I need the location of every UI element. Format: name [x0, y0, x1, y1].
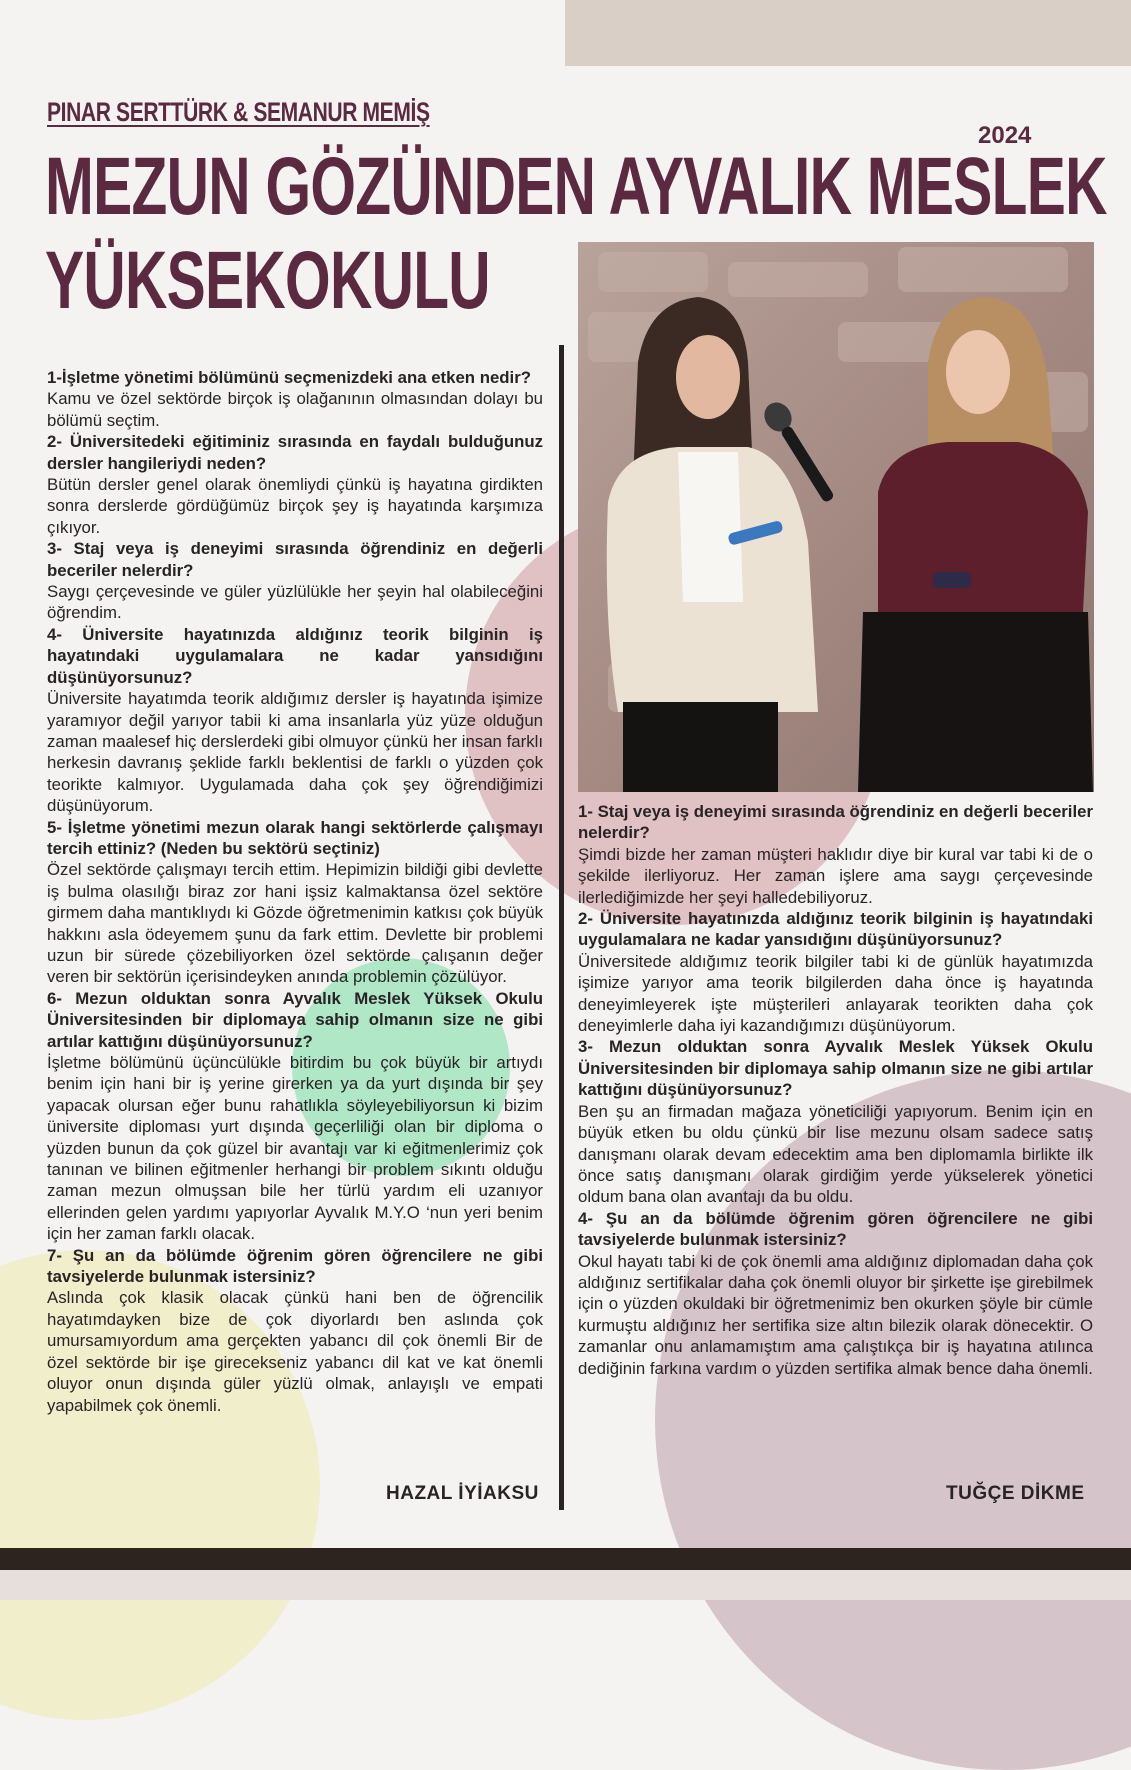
- question: 3- Staj veya iş deneyimi sırasında öğrendiniz en değerli beceriler nelerdir?: [47, 539, 543, 580]
- answer: İşletme bölümünü üçüncülükle bitirdim bu çok büyük bir artıydı benim için hani bir iş yerine girerken ya da yurt dışında bir şey yapacak olursan eğer bunu rahatlıkla söyleyebiliyorsun ki bizim üniversite diploması yurt dışında geçerliliği olan bir diploma o yüzden bunun da çok güzel bir avantajı var ki eğitmenlerimiz çok tanınan ve bilinen eğitmenler herhangi bir problem sıkıntı olduğu zaman mezun olmuşsan bile her türlü yardım eli uzanıyor ellerinden gelen yardımı yapıyorlar Ayvalık M.Y.O ‘nun yeri benim için her zaman farklı olacak.: [47, 1053, 543, 1244]
- answer: Ben şu an firmadan mağaza yöneticiliği yapıyorum. Benim için en büyük etken bu oldu çünkü bir lise mezunu olsam sadece satış danışmanı olarak devam edecektim ama ben diplomamla birlikte ilk önce satış danışmanı olarak girdiğim yerde yükselerek yönetici oldum bana olan avantajı da bu oldu.: [578, 1101, 1093, 1207]
- answer: Aslında çok klasik olacak çünkü hani ben de öğrencilik hayatımdayken bize de çok diyorlardı ben aslında çok umursamıyordum ama gerçekten yabancı dil çok önemli Bir de özel sektörde bir işe girecekseniz yabancı dil kat ve kat önemli oluyor onun dışında güler yüzlü olmak, anlayışlı ve empati yapabilmek çok önemli.: [47, 1288, 543, 1415]
- answer: Üniversitede aldığımız teorik bilgiler tabi ki de günlük hayatımızda işimize yarıyor ama teorik bilgilerden daha önce iş hayatında deneyimleyerek işte müşterileri anlayarak teorikten daha çok deneyimlerle daha iyi kazandığımızı düşünüyorum.: [578, 951, 1093, 1036]
- question: 4- Üniversite hayatınızda aldığınız teorik bilginin iş hayatındaki uygulamalara ne kadar yansıdığını düşünüyorsunuz?: [47, 624, 543, 687]
- qa-item: [47, 817, 543, 988]
- question: 1-İşletme yönetimi bölümünü seçmenizdeki ana etken nedir?: [47, 368, 531, 387]
- question: 5- İşletme yönetimi mezun olarak hangi sektörlerde çalışmayı tercih ettiniz? (Neden bu sektörü seçtiniz): [47, 817, 543, 858]
- qa-item: [578, 801, 1093, 908]
- question: 2- Üniversitedeki eğitiminiz sırasında en faydalı bulduğunuz dersler hangileriydi neden?: [47, 432, 543, 473]
- question: 4- Şu an da bölümde öğrenim gören öğrencilere ne gibi tavsiyelerde bulunmak istersiniz?: [578, 1208, 1093, 1250]
- question: 6- Mezun olduktan sonra Ayvalık Meslek Yüksek Okulu Üniversitesinden bir diplomaya sahip olmanın size ne gibi artılar kattığını düşünüyorsunuz?: [47, 988, 543, 1051]
- qa-item: [47, 624, 543, 817]
- year-label: 2024: [978, 122, 1032, 149]
- answer: Okul hayatı tabi ki de çok önemli ama aldığınız diplomadan daha çok aldığınız sertifikalar daha çok önemli oluyor bir şirkette işe girebilmek için o yüzden okuldaki bir öğretmenimiz ben okurken şöyle bir cümle kurmuştu aldığınız her sertifika size altın bilezik olarak dönecektir. O zamanlar onu anlamamıştım ama çalıştıkça bir iş hayatına atılınca dediğinin farkına vardım o yüzden sertifika almak bence daha önemli.: [578, 1251, 1093, 1378]
- left-signature: HAZAL İYİAKSU: [386, 1483, 539, 1504]
- qa-item: [47, 367, 543, 431]
- qa-item: [47, 431, 543, 538]
- answer: Üniversite hayatımda teorik aldığımız dersler iş hayatında işimize yaramıyor değil yarıyor tabii ki ama insanlarla yüz yüze olduğun zaman maalesef hiç derslerdeki gibi olmuyor çünkü her insan farklı herkesin davranış şeklide farklı beklentisi de farklı o yüzden çok teorikte kalmıyor. Uygulamada daha çok şey öğrendiğimizi düşünüyorum.: [47, 689, 543, 816]
- authors-byline: PINAR SERTTÜRK & SEMANUR MEMİŞ: [47, 97, 430, 127]
- answer: Şimdi bizde her zaman müşteri haklıdır diye bir kural var tabi ki de o şekilde ilerliyoruz. Her zaman işlere ama saygı çerçevesinde ilerlediğimizde her şeyi halledebiliyoruz.: [578, 844, 1093, 907]
- bottom-dark-bar: [0, 1548, 1131, 1570]
- column-divider: [559, 345, 564, 1510]
- right-signature: TUĞÇE DİKME: [946, 1483, 1085, 1504]
- question: 3- Mezun olduktan sonra Ayvalık Meslek Yüksek Okulu Üniversitesinden bir diplomaya sahip olmanın size ne gibi artılar kattığını düşünüyorsunuz?: [578, 1037, 1093, 1100]
- answer: Bütün dersler genel olarak önemliydi çünkü iş hayatına girdikten sonra derslerde gördüğümüz birçok şey iş hayatında karşımıza çıkıyor.: [47, 475, 543, 537]
- answer: Kamu ve özel sektörde birçok iş olağanının olmasından dolayı bu bölümü seçtim.: [47, 389, 543, 430]
- answer: Özel sektörde çalışmayı tercih ettim. Hepimizin bildiği gibi devlette iş bulma olasılığı biraz zor hani işsiz kalmaktansa özel sektöre girmem daha mantıklıydı ki Gözde öğretmenimin katkısı çok büyük hakkını asla ödeyemem şunu da fark ettim. Devlette bir problemi uzun bir sürede çözebiliyorken özel sektörde çalışanın değer veren bir sektörün içerisindeyken anında problemin çözülüyor.: [47, 860, 543, 987]
- top-decorative-band: [565, 0, 1131, 66]
- qa-item: [578, 908, 1093, 1036]
- qa-item: [578, 1208, 1093, 1379]
- qa-item: [47, 1245, 543, 1416]
- qa-item: [578, 1036, 1093, 1207]
- interview-photo: [578, 242, 1094, 792]
- title-line-1: MEZUN GÖZÜNDEN AYVALIK MESLEK: [45, 141, 1107, 232]
- question: 7- Şu an da bölümde öğrenim gören öğrencilere ne gibi tavsiyelerde bulunmak istersiniz?: [47, 1245, 543, 1287]
- title-line-2: YÜKSEKOKULU: [45, 235, 490, 326]
- left-interview-column: [47, 367, 543, 1416]
- answer: Saygı çerçevesinde ve güler yüzlülükle her şeyin hal olabileceğini öğrendim.: [47, 582, 543, 623]
- right-interview-column: [578, 801, 1093, 1379]
- qa-item: [47, 988, 543, 1245]
- qa-item: [47, 538, 543, 624]
- question: 1- Staj veya iş deneyimi sırasında öğrendiniz en değerli beceriler nelerdir?: [578, 802, 1093, 843]
- bottom-light-strip: [0, 1570, 1131, 1600]
- question: 2- Üniversite hayatınızda aldığınız teorik bilginin iş hayatındaki uygulamalara ne kadar yansıdığını düşünüyorsunuz?: [578, 909, 1093, 950]
